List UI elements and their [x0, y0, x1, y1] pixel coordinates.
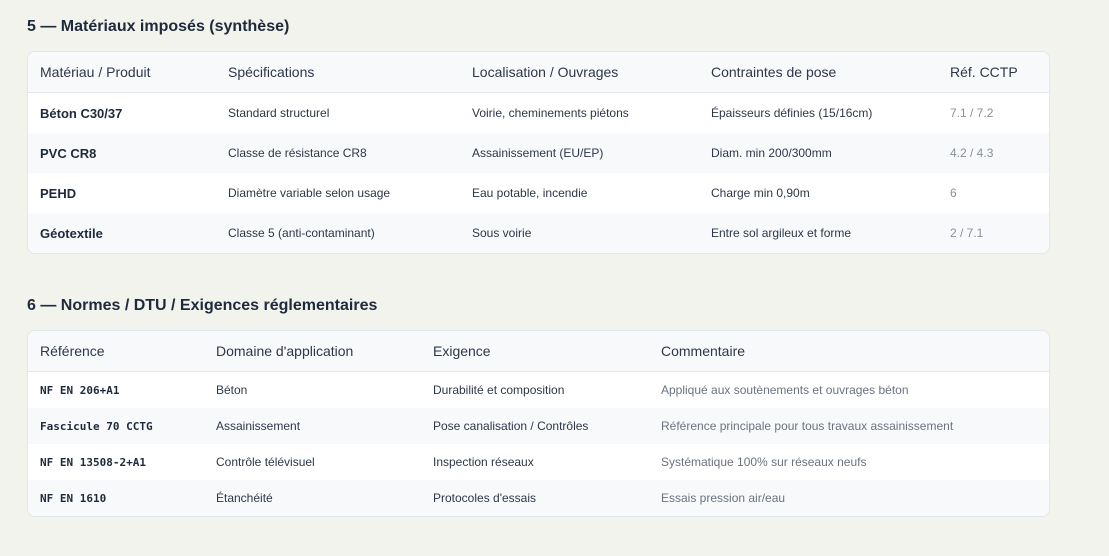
material-cell: PEHD: [40, 185, 77, 201]
table-row: [28, 372, 1050, 409]
domain-cell: Assainissement: [204, 408, 421, 444]
cctp-ref-cell: 4.2 / 4.3: [938, 133, 1050, 173]
spec-cell: Diamètre variable selon usage: [228, 186, 391, 200]
standards-header-row: [28, 331, 1050, 372]
spec-cell: Standard structurel: [228, 106, 330, 120]
location-cell: Assainissement (EU/EP): [460, 133, 699, 173]
requirement-cell: Pose canalisation / Contrôles: [421, 408, 649, 444]
col-header-constraints: Contraintes de pose: [699, 52, 938, 93]
table-row: [28, 444, 1050, 480]
spec-cell: Classe 5 (anti-contaminant): [216, 213, 460, 253]
location-cell: Sous voirie: [460, 213, 699, 253]
cctp-ref-cell: 6: [950, 186, 957, 200]
materials-table-card: [27, 51, 1050, 254]
spec-cell: Classe de résistance CR8: [216, 133, 460, 173]
col-header-material: Matériau / Produit: [28, 52, 216, 93]
cctp-ref-cell: 7.1 / 7.2: [950, 106, 994, 120]
table-row: [28, 133, 1050, 173]
reference-cell: NF EN 1610: [28, 480, 204, 516]
standards-table: [28, 331, 1050, 516]
table-row: [28, 173, 1050, 213]
standards-section: [27, 295, 1050, 517]
comment-cell: Systématique 100% sur réseaux neufs: [661, 455, 867, 469]
table-row: [28, 93, 1050, 134]
materials-table: [28, 52, 1050, 253]
constraints-cell: Charge min 0,90m: [711, 186, 810, 200]
constraints-cell: Diam. min 200/300mm: [699, 133, 938, 173]
col-header-requirement: Exigence: [421, 331, 649, 372]
col-header-specifications: Spécifications: [216, 52, 460, 93]
requirement-cell: Durabilité et composition: [433, 383, 565, 397]
table-row: [28, 480, 1050, 516]
table-row: [28, 408, 1050, 444]
table-row: [28, 213, 1050, 253]
comment-cell: Essais pression air/eau: [649, 480, 1050, 516]
location-cell: Voirie, cheminements piétons: [472, 106, 629, 120]
col-header-reference: Référence: [28, 331, 204, 372]
col-header-comment: Commentaire: [649, 331, 1050, 372]
reference-cell: NF EN 206+A1: [40, 383, 120, 397]
comment-cell: Appliqué aux soutènements et ouvrages béton: [661, 383, 909, 397]
reference-cell: NF EN 13508-2+A1: [40, 455, 146, 469]
material-cell: Géotextile: [28, 213, 216, 253]
domain-cell: Étanchéité: [204, 480, 421, 516]
requirement-cell: Protocoles d'essais: [421, 480, 649, 516]
requirement-cell: Inspection réseaux: [433, 455, 534, 469]
materials-section: [27, 16, 1050, 254]
cctp-ref-cell: 2 / 7.1: [938, 213, 1050, 253]
location-cell: Eau potable, incendie: [472, 186, 588, 200]
standards-table-card: [27, 330, 1050, 517]
col-header-location: Localisation / Ouvrages: [460, 52, 699, 93]
constraints-cell: Épaisseurs définies (15/16cm): [711, 106, 873, 120]
materials-section-title: 5 — Matériaux imposés (synthèse): [27, 18, 290, 35]
col-header-cctp-ref: Réf. CCTP: [938, 52, 1050, 93]
materials-header-row: [28, 52, 1050, 93]
domain-cell: Béton: [216, 383, 248, 397]
material-cell: Béton C30/37: [40, 105, 123, 121]
constraints-cell: Entre sol argileux et forme: [699, 213, 938, 253]
domain-cell: Contrôle télévisuel: [216, 455, 315, 469]
col-header-domain: Domaine d'application: [204, 331, 421, 372]
comment-cell: Référence principale pour tous travaux assainissement: [649, 408, 1050, 444]
standards-section-title: 6 — Normes / DTU / Exigences réglementaires: [27, 297, 378, 314]
reference-cell: Fascicule 70 CCTG: [28, 408, 204, 444]
material-cell: PVC CR8: [28, 133, 216, 173]
